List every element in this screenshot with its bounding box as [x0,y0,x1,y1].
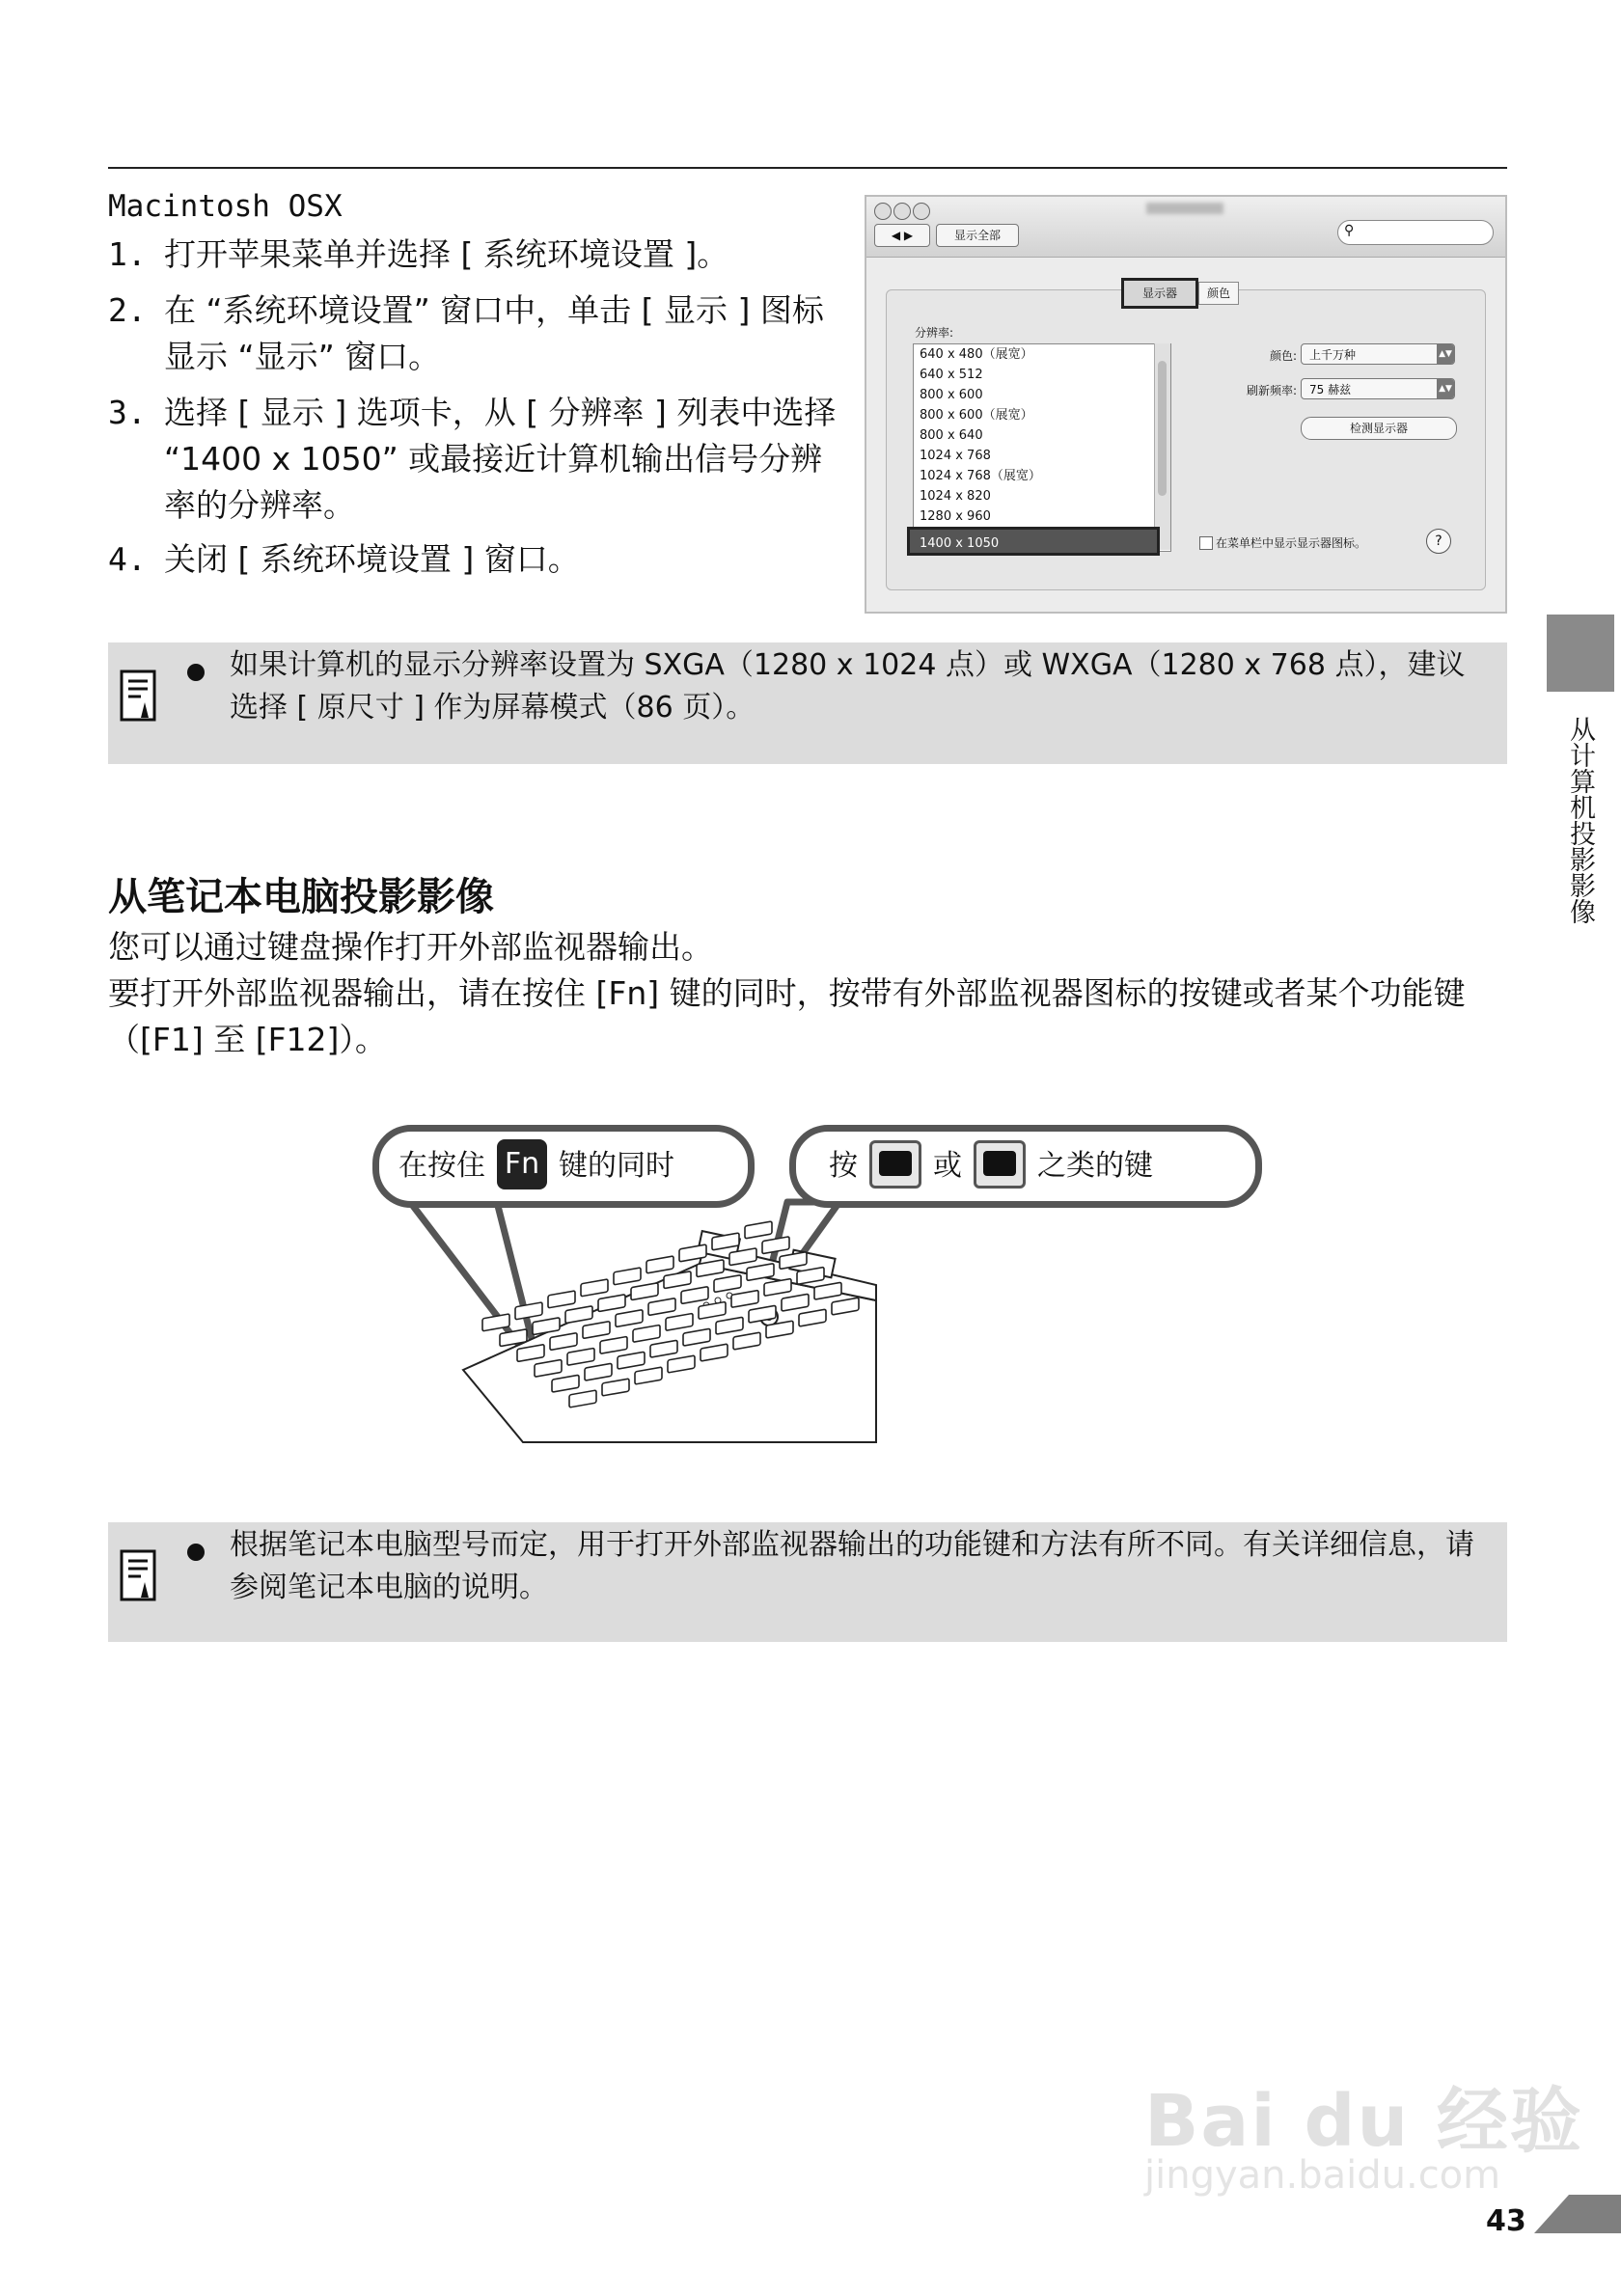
tab-display[interactable]: 显示器 [1121,278,1198,309]
callout-fn-post: 键的同时 [559,1149,674,1183]
step-text: 选择 [ 显示 ] 选项卡，从 [ 分辨率 ] 列表中选择 “1400 x 1050” 或最接近计算机输出信号分辨率的分辨率。 [164,394,837,524]
monitor-key-icon [869,1140,921,1189]
callout-monitor-key [789,1125,1262,1208]
resolution-list[interactable] [913,343,1171,552]
keyboard-key [614,1268,641,1285]
color-popup-value: 上千万种 [1309,348,1357,362]
color-popup[interactable] [1301,343,1455,365]
resolution-item[interactable]: 1024 x 768（展宽） [920,469,1041,483]
step-text: 在 “系统环境设置” 窗口中，单击 [ 显示 ] 图标显示 “显示” 窗口。 [164,291,824,375]
resolution-item[interactable]: 1024 x 820 [920,489,991,504]
chapter-tab-label: 从计算机投影影像 [1565,716,1595,924]
section-paragraph-2: 要打开外部监视器输出，请在按住 [Fn] 键的同时，按带有外部监视器图标的按键或者某个功能键 （[F1] 至 [F12]）。 [108,974,1466,1058]
bullet [187,1544,205,1561]
show-in-menubar-label: 在菜单栏中显示显示器图标。 [1216,536,1367,550]
color-label: 颜色: [1269,349,1297,363]
help-button[interactable]: ? [1426,529,1451,554]
callout-key-mid: 或 [933,1149,962,1183]
keyboard-key [646,1256,673,1273]
resolution-item[interactable]: 640 x 512 [920,368,983,382]
keyboard-key [548,1291,575,1308]
step-number: 4. [108,540,147,578]
step-number: 1. [108,235,147,273]
popup-arrows-icon: ▲▼ [1437,379,1454,398]
note-1-text: 如果计算机的显示分辨率设置为 SXGA（1280 x 1024 点）或 WXGA（1280 x 768 点），建议选择 [ 原尺寸 ] 作为屏幕模式（86 页）。 [230,648,1466,724]
refresh-label: 刷新频率: [1246,384,1297,397]
step-text: 关闭 [ 系统环境设置 ] 窗口。 [164,540,580,578]
resolution-item[interactable]: 640 x 480（展宽） [920,347,1033,362]
keyboard-key [581,1279,608,1297]
section-paragraph-1: 您可以通过键盘操作打开外部监视器输出。 [108,928,713,966]
window-titlebar [866,197,1505,258]
resolution-item[interactable]: 1024 x 768 [920,449,991,463]
resolution-item[interactable]: 1280 x 960 [920,509,991,524]
popup-arrows-icon: ▲▼ [1437,344,1454,364]
show-all-button[interactable]: 显示全部 [936,224,1019,247]
callout-key-post: 之类的键 [1037,1149,1153,1183]
show-in-menubar-checkbox[interactable] [1199,536,1213,550]
resolution-item-selected[interactable]: 1400 x 1050 [907,527,1160,556]
refresh-popup-value: 75 赫兹 [1309,383,1352,396]
page-corner-tab [1534,2195,1621,2233]
watermark-url: jingyan.baidu.com [1144,2153,1501,2198]
top-rule [108,167,1507,169]
callout-fn-pre: 在按住 [398,1149,485,1183]
note-box-2 [108,1522,1507,1642]
keyboard-key [745,1221,772,1239]
callout-fn [372,1125,755,1208]
minimize-window-button[interactable] [893,203,911,220]
resolution-label: 分辨率: [915,326,954,340]
watermark-logo: Bai du 经验 [1144,2080,1583,2163]
back-forward-buttons[interactable]: ◀ ▶ [874,224,930,247]
chapter-tab [1547,615,1614,692]
memo-icon [120,670,156,722]
detect-displays-button[interactable]: 检测显示器 [1301,417,1457,440]
callout-key-pre: 按 [829,1149,858,1183]
search-input[interactable] [1337,220,1494,245]
page-number: 43 [1486,2204,1526,2238]
scroll-thumb[interactable] [1158,361,1167,496]
bullet [187,664,205,681]
close-window-button[interactable] [874,203,892,220]
step-text: 打开苹果菜单并选择 [ 系统环境设置 ]。 [164,235,729,273]
mac-heading: Macintosh OSX [108,189,343,224]
tab-color[interactable]: 颜色 [1198,282,1239,305]
resolution-item[interactable]: 800 x 600 [920,388,983,402]
resolution-scrollbar[interactable] [1154,343,1170,550]
fn-key-icon: Fn [497,1139,547,1189]
display-prefs-screenshot [865,195,1507,614]
window-title-blurred [1146,203,1223,214]
resolution-item[interactable]: 800 x 640 [920,428,983,443]
step-number: 3. [108,394,147,431]
search-icon: ⚲ [1344,223,1355,238]
zoom-window-button[interactable] [913,203,930,220]
note-box-1 [108,642,1507,764]
monitor-key-icon [974,1140,1026,1189]
memo-icon [120,1549,156,1601]
resolution-item[interactable]: 800 x 600（展宽） [920,408,1033,423]
refresh-popup[interactable] [1301,378,1455,399]
section-title: 从笔记本电脑投影影像 [108,875,494,919]
step-number: 2. [108,291,147,329]
note-2-text: 根据笔记本电脑型号而定，用于打开外部监视器输出的功能键和方法有所不同。有关详细信息，请参阅笔记本电脑的说明。 [230,1528,1474,1604]
